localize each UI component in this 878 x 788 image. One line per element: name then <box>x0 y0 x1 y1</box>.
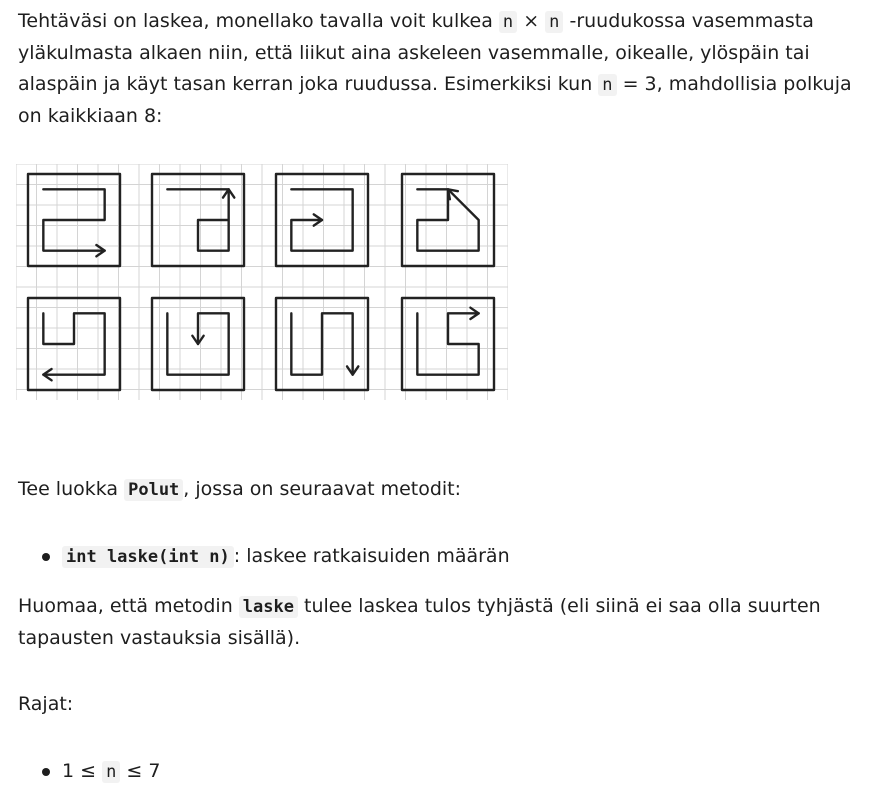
method-signature: int laske(int n) <box>62 546 234 568</box>
bullet <box>42 553 50 561</box>
var-n: n <box>102 761 120 783</box>
paths-figure <box>16 164 508 400</box>
path-diagram <box>28 174 120 266</box>
path-line <box>291 313 352 374</box>
path-line <box>43 189 104 250</box>
var-n: n <box>545 11 563 33</box>
method-description: : laskee ratkaisuiden määrän <box>233 545 510 567</box>
path-line <box>417 189 478 250</box>
path-line <box>43 313 104 374</box>
path-diagram <box>276 298 368 390</box>
intro-paragraph: Tehtäväsi on laskea, monellako tavalla voit kulkea n × n -ruudukossa vasemmasta yläkulmasta alkaen niin, että liikut aina askeleen vasemmalle, oikealle, ylöspäin tai alaspäin ja käyt tasan kerran joka ruudussa. Esimerkiksi kun n = 3, mahdollisia polkuja on kaikkiaan 8: <box>18 10 852 127</box>
var-n: n <box>598 74 616 96</box>
path-diagram <box>28 298 120 390</box>
method-name-code: laske <box>239 596 298 618</box>
path-diagram <box>152 298 244 390</box>
path-diagram <box>402 174 494 266</box>
path-line <box>417 313 478 374</box>
class-name-code: Polut <box>124 479 183 501</box>
path-line <box>167 189 228 250</box>
bullet <box>42 768 50 776</box>
note-paragraph: Huomaa, että metodin laske tulee laskea tulos tyhjästä (eli siinä ei saa olla suurten tapausten vastauksia sisällä). <box>18 595 821 649</box>
method-item <box>62 541 510 573</box>
limit-item: 1 ≤ n ≤ 7 <box>62 760 161 782</box>
path-diagram <box>152 174 244 266</box>
background-grid <box>16 164 508 400</box>
limits-heading: Rajat: <box>18 693 74 715</box>
path-diagram <box>276 174 368 266</box>
path-diagram <box>402 298 494 390</box>
var-n: n <box>499 11 517 33</box>
task-paragraph: Tee luokka Polut , jossa on seuraavat metodit: <box>18 478 462 500</box>
